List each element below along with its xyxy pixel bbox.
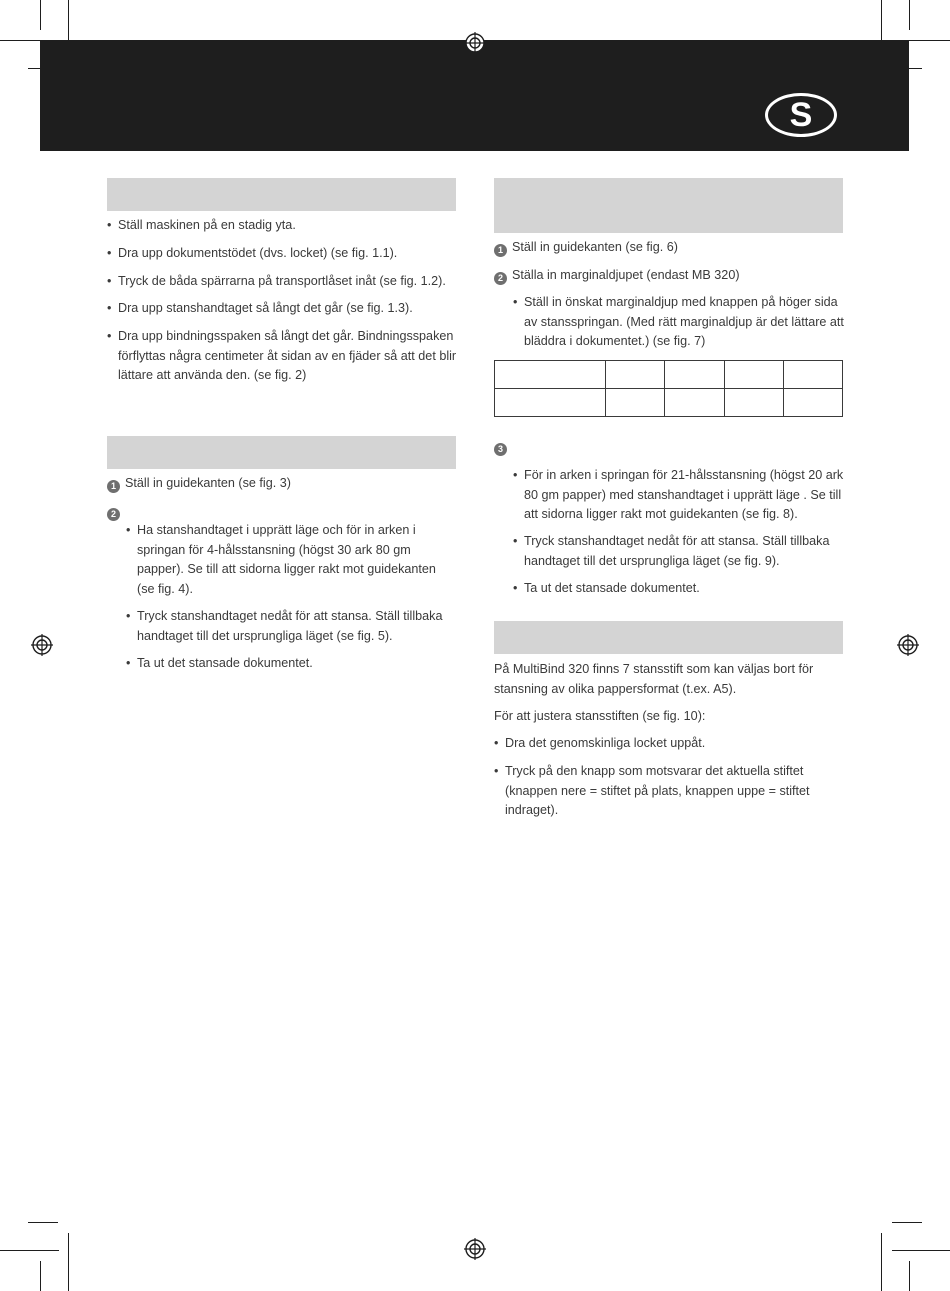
list-item: • Dra upp dokumentstödet (dvs. locket) (se fig. 1.1). xyxy=(107,244,456,264)
list-item-text: Ställ maskinen på en stadig yta. xyxy=(118,218,296,232)
list-item: • För in arken i springan för 21-hålsstansning (högst 20 ark 80 gm papper) med stanshandtaget i upprätt läge . Se till att sidorna ligger rakt mot guidekanten (se fig. 8). xyxy=(513,466,845,525)
list-item-text: Ställ in önskat marginaldjup med knappen på höger sida av stansspringan. (Med rätt marginaldjup är det lättare att bläddra i dokumentet.) (se fig. 7) xyxy=(524,295,844,348)
step-text: Ställ in guidekanten (se fig. 6) xyxy=(512,240,678,254)
section-header-bar xyxy=(107,436,456,469)
language-badge: S xyxy=(765,93,837,137)
crop-mark xyxy=(40,0,41,30)
step-line xyxy=(494,266,843,286)
table-cell xyxy=(606,389,665,417)
list-item: • Ha stanshandtaget i upprätt läge och för in arken i springan för 4-hålsstansning (högst 30 ark 80 gm papper). Se till att sidorna ligger rakt mot guidekanten (se fig. 4). xyxy=(126,521,446,599)
table-cell xyxy=(495,361,606,389)
registration-mark-icon xyxy=(464,32,486,54)
table-cell xyxy=(495,389,606,417)
list-item-text: Ha stanshandtaget i upprätt läge och för in arken i springan för 4-hålsstansning (högst 30 ark 80 gm papper). Se till att sidorna ligger rakt mot guidekanten (se fig. 4). xyxy=(137,523,436,596)
list-item: • Tryck stanshandtaget nedåt för att stansa. Ställ tillbaka handtaget till det ursprungliga läget (se fig. 9). xyxy=(513,532,845,571)
section-header-bar xyxy=(494,178,843,233)
registration-mark-icon xyxy=(464,1238,486,1260)
table-cell xyxy=(606,361,665,389)
crop-mark xyxy=(0,1250,59,1251)
step-text: Ställ in guidekanten (se fig. 3) xyxy=(125,476,291,490)
step-number-badge: 2 xyxy=(107,508,120,521)
crop-mark xyxy=(909,0,910,30)
list-item-text: Ta ut det stansade dokumentet. xyxy=(524,581,700,595)
step-line xyxy=(107,502,456,522)
list-item: • Tryck stanshandtaget nedåt för att stansa. Ställ tillbaka handtaget till det ursprungliga läget (se fig. 5). xyxy=(126,607,446,646)
step-number-badge: 3 xyxy=(494,443,507,456)
paragraph: På MultiBind 320 finns 7 stansstift som kan väljas bort för stansning av olika pappersformat (t.ex. A5). xyxy=(494,662,814,696)
list-item: • Dra upp stanshandtaget så långt det går (se fig. 1.3). xyxy=(107,299,456,319)
list-item-text: Ta ut det stansade dokumentet. xyxy=(137,656,313,670)
step-text: Ställa in marginaldjupet (endast MB 320) xyxy=(512,268,740,282)
crop-mark xyxy=(68,1233,69,1291)
list-item-text: Dra upp dokumentstödet (dvs. locket) (se fig. 1.1). xyxy=(118,246,398,260)
step-line xyxy=(494,238,843,258)
step-number-badge: 1 xyxy=(107,480,120,493)
crop-mark xyxy=(28,1222,58,1223)
crop-mark xyxy=(909,1261,910,1291)
registration-mark-icon xyxy=(897,634,919,656)
paragraph: För att justera stansstiften (se fig. 10): xyxy=(494,709,706,723)
list-item: • Dra upp bindningsspaken så långt det går. Bindningsspaken förflyttas några centimeter åt sidan av en fjäder så att det blir lättare att använda den. (se fig. 2) xyxy=(107,327,457,386)
list-item: • Ta ut det stansade dokumentet. xyxy=(513,579,845,599)
list-item-text: Dra upp stanshandtaget så långt det går (se fig. 1.3). xyxy=(118,301,413,315)
list-item-text: Dra upp bindningsspaken så långt det går. Bindningsspaken förflyttas några centimeter åt sidan av en fjäder så att det blir lättare att använda den. (se fig. 2) xyxy=(118,329,457,382)
list-item: • Ställ maskinen på en stadig yta. xyxy=(107,216,456,236)
margin-depth-table xyxy=(494,360,843,417)
crop-mark xyxy=(892,1250,950,1251)
section-header-bar xyxy=(107,178,456,211)
table-cell xyxy=(783,389,842,417)
table-cell xyxy=(665,389,724,417)
crop-mark xyxy=(892,1222,922,1223)
list-item-text: För in arken i springan för 21-hålsstansning (högst 20 ark 80 gm papper) med stanshandtaget i upprätt läge . Se till att sidorna ligger rakt mot guidekanten (se fig. 8). xyxy=(524,468,844,521)
table-cell xyxy=(783,361,842,389)
list-item-text: Tryck på den knapp som motsvarar det aktuella stiftet (knappen nere = stiftet på plats, knappen uppe = stiftet indraget). xyxy=(505,764,810,817)
table-row xyxy=(495,361,843,389)
step-line xyxy=(107,474,456,494)
list-item-text: Tryck stanshandtaget nedåt för att stansa. Ställ tillbaka handtaget till det ursprungliga läget (se fig. 9). xyxy=(524,534,830,568)
table-cell xyxy=(724,361,783,389)
registration-mark-icon xyxy=(31,634,53,656)
list-item: • Ta ut det stansade dokumentet. xyxy=(126,654,446,674)
crop-mark xyxy=(881,1233,882,1291)
table-cell xyxy=(724,389,783,417)
step-number-badge: 1 xyxy=(494,244,507,257)
crop-mark xyxy=(40,1261,41,1291)
list-item-text: Tryck stanshandtaget nedåt för att stansa. Ställ tillbaka handtaget till det ursprungliga läget (se fig. 5). xyxy=(137,609,443,643)
list-item-text: Dra det genomskinliga locket uppåt. xyxy=(505,736,706,750)
table-row xyxy=(495,389,843,417)
section-header-bar xyxy=(494,621,843,654)
list-item: • Tryck på den knapp som motsvarar det aktuella stiftet (knappen nere = stiftet på plats, knappen uppe = stiftet indraget). xyxy=(494,762,829,821)
list-item: • Tryck de båda spärrarna på transportlåset inåt (se fig. 1.2). xyxy=(107,272,456,292)
header-band xyxy=(40,40,909,151)
step-number-badge: 2 xyxy=(494,272,507,285)
list-item-text: Tryck de båda spärrarna på transportlåset inåt (se fig. 1.2). xyxy=(118,274,446,288)
step-line xyxy=(494,437,843,457)
table-cell xyxy=(665,361,724,389)
list-item: • Ställ in önskat marginaldjup med knappen på höger sida av stansspringan. (Med rätt marginaldjup är det lättare att bläddra i dokumentet.) (se fig. 7) xyxy=(513,293,845,352)
list-item: • Dra det genomskinliga locket uppåt. xyxy=(494,734,843,754)
